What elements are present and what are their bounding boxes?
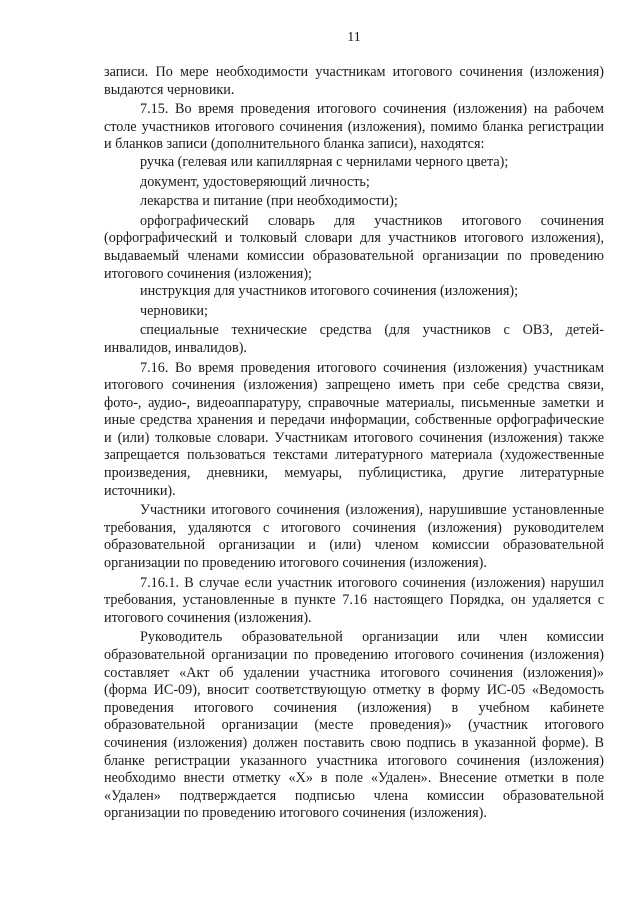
page-number: 11	[347, 30, 361, 45]
list-item: документ, удостоверяющий личность;	[140, 173, 370, 190]
list-item: лекарства и питание (при необходимости);	[140, 193, 398, 210]
paragraph-7-15: 7.15. Во время проведения итогового сочинения (изложения) на рабочем столе участников итогового сочинения (изложения), помимо бланка регистрации и бланков записи (дополнительного бланка записи), находятся:	[104, 101, 604, 153]
paragraph-removal-procedure: Руководитель образовательной организации или член комиссии образовательной организации по проведению итогового сочинения (изложения) составляет «Акт об удалении участника итогового сочинения (изложения)» (форма ИС-09), вносит соответствующую отметку в форму ИС-05 «Ведомость проведения итогового сочинения (изложения) в учебном кабинете образовательной организации (месте проведения)» (участник итогового сочинения (изложения) должен поставить свою подпись в указанной форме). В бланке регистрации указанного участника итогового сочинения (изложения) необходимо внести отметку «X» в поле «Удален». Внесение отметки в поле «Удален» подтверждается подписью члена комиссии образовательной организации по проведению итогового сочинения (изложения).	[104, 629, 604, 822]
paragraph-7-16-1: 7.16.1. В случае если участник итогового сочинения (изложения) нарушил требования, установленные в пункте 7.16 настоящего Порядка, он удаляется с итогового сочинения (изложения).	[104, 574, 604, 626]
list-item: черновики;	[140, 302, 208, 319]
list-item: инструкция для участников итогового сочинения (изложения);	[140, 283, 519, 300]
paragraph-7-16-violators: Участники итогового сочинения (изложения), нарушившие установленные требования, удаляются с итогового сочинения (изложения) руководителем образовательной организации и (или) членом комиссии образовательной организации по проведению итогового сочинения (изложения).	[104, 502, 604, 572]
paragraph-7-16: 7.16. Во время проведения итогового сочинения (изложения) участникам итогового сочинения (изложения) запрещено иметь при себе средства связи, фото-, аудио-, видеоаппаратуру, справочные материалы, письменные заметки и иные средства хранения и передачи информации, собственные орфографические и (или) толковые словари. Участникам итогового сочинения (изложения) также запрещается пользоваться текстами литературного материала (художественные произведения, дневники, мемуары, публицистика, другие литературные источники).	[104, 359, 604, 499]
list-item: ручка (гелевая или капиллярная с чернилами черного цвета);	[140, 153, 509, 170]
list-item: орфографический словарь для участников итогового сочинения (орфографический и толковый словари для участников итогового изложения), выдаваемый членами комиссии образовательной организации по проведению итогового сочинения (изложения);	[104, 212, 604, 282]
paragraph-continuation: записи. По мере необходимости участникам итогового сочинения (изложения) выдаются черновики.	[104, 64, 604, 98]
document-body	[104, 64, 604, 823]
list-item: специальные технические средства (для участников с ОВЗ, детей-инвалидов, инвалидов).	[104, 322, 604, 356]
